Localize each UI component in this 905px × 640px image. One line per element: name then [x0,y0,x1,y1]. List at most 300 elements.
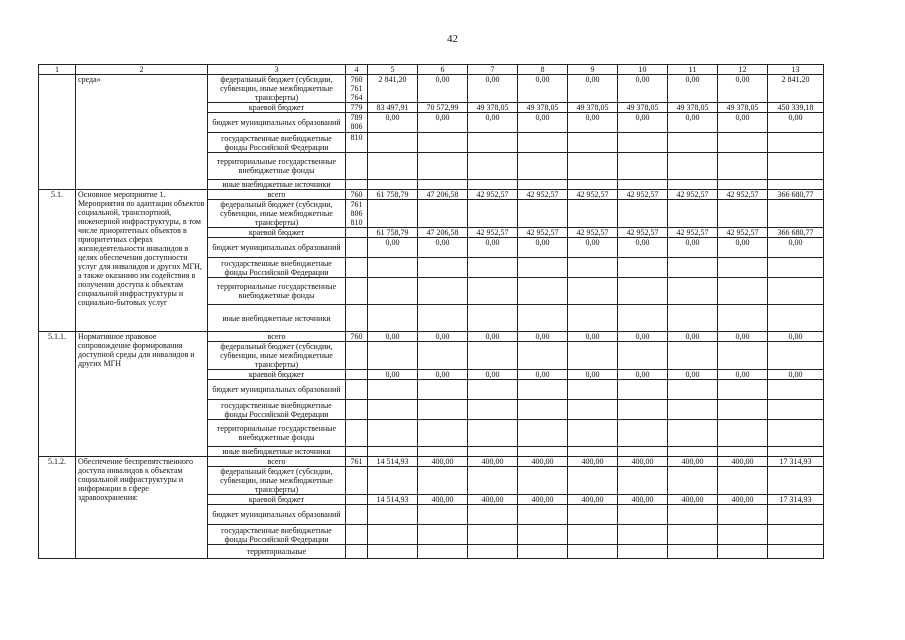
budget-code-cell [346,467,368,495]
amount-cell: 42 952,57 [518,190,568,200]
amount-cell [668,200,718,228]
table-row [39,75,824,103]
amount-cell [468,505,518,525]
budget-code-cell [346,200,368,228]
amount-cell [368,180,418,190]
amount-cell [718,400,768,420]
amount-cell [568,400,618,420]
amount-cell [468,258,518,278]
amount-cell: 0,00 [418,75,468,103]
amount-cell [368,420,418,447]
funding-source-label: государственные внебюджетные фонды Российской Федерации [208,258,346,278]
amount-cell [668,133,718,153]
amount-cell [768,180,824,190]
table-row [39,190,824,200]
budget-code-cell [346,420,368,447]
amount-cell: 0,00 [368,370,418,380]
section-number: 5.1.1. [39,332,76,457]
amount-cell: 400,00 [668,457,718,467]
amount-cell [768,305,824,332]
funding-source-label: государственные внебюджетные фонды Российской Федерации [208,133,346,153]
budget-code-cell [346,495,368,505]
amount-cell [518,305,568,332]
budget-code: 761 [350,457,363,466]
amount-cell [668,380,718,400]
column-header: 13 [768,65,824,75]
budget-code-cell [346,278,368,305]
amount-cell: 0,00 [468,370,518,380]
amount-cell: 366 680,77 [768,190,824,200]
amount-cell [418,380,468,400]
amount-cell: 0,00 [768,238,824,258]
amount-cell [468,400,518,420]
amount-cell [768,447,824,457]
budget-code-cell [346,180,368,190]
funding-source-label: бюджет муниципальных образований [208,113,346,133]
amount-cell [368,133,418,153]
column-header: 1 [39,65,76,75]
funding-source-label: территориальные государственные внебюджетные фонды [208,420,346,447]
column-header: 4 [346,65,368,75]
amount-cell: 0,00 [668,332,718,342]
amount-cell [368,200,418,228]
amount-cell [618,545,668,559]
column-header: 10 [618,65,668,75]
amount-cell [468,525,518,545]
amount-cell [618,505,668,525]
amount-cell: 400,00 [568,457,618,467]
amount-cell [468,467,518,495]
funding-source-label: краевой бюджет [208,495,346,505]
table-row [39,332,824,342]
amount-cell [368,447,418,457]
column-header: 6 [418,65,468,75]
amount-cell [418,258,468,278]
amount-cell: 49 378,05 [618,103,668,113]
amount-cell [718,180,768,190]
column-header: 11 [668,65,718,75]
amount-cell [668,305,718,332]
amount-cell: 49 378,05 [468,103,518,113]
amount-cell [718,380,768,400]
amount-cell: 70 572,99 [418,103,468,113]
amount-cell [568,420,618,447]
amount-cell: 47 206,58 [418,228,468,238]
amount-cell: 400,00 [568,495,618,505]
amount-cell: 0,00 [418,113,468,133]
amount-cell [668,467,718,495]
amount-cell: 42 952,57 [568,228,618,238]
budget-code: 806 [350,209,363,218]
amount-cell: 17 314,93 [768,457,824,467]
amount-cell: 0,00 [418,370,468,380]
amount-cell [568,342,618,370]
funding-source-label: федеральный бюджет (субсидии, субвенции, иные межбюджетные трансферты) [208,467,346,495]
amount-cell [568,133,618,153]
amount-cell [418,467,468,495]
amount-cell [668,180,718,190]
amount-cell [618,342,668,370]
budget-code-cell [346,525,368,545]
amount-cell [468,447,518,457]
amount-cell [618,133,668,153]
amount-cell [568,305,618,332]
amount-cell [568,380,618,400]
amount-cell: 42 952,57 [718,228,768,238]
budget-code-cell [346,545,368,559]
amount-cell: 49 378,05 [718,103,768,113]
funding-source-label: федеральный бюджет (субсидии, субвенции, иные межбюджетные трансферты) [208,342,346,370]
budget-code: 806 [350,122,363,131]
amount-cell [618,400,668,420]
amount-cell [768,505,824,525]
amount-cell [518,180,568,190]
amount-cell [618,447,668,457]
amount-cell [768,380,824,400]
amount-cell: 0,00 [718,113,768,133]
budget-code-cell [346,305,368,332]
amount-cell [368,525,418,545]
amount-cell [468,380,518,400]
amount-cell [768,467,824,495]
amount-cell [618,305,668,332]
funding-source-label: территориальные государственные внебюджетные фонды [208,153,346,180]
amount-cell [518,258,568,278]
amount-cell [468,342,518,370]
amount-cell: 0,00 [568,75,618,103]
amount-cell [568,200,618,228]
amount-cell [368,400,418,420]
budget-code-cell [346,332,368,342]
amount-cell [718,447,768,457]
amount-cell [518,447,568,457]
amount-cell [518,342,568,370]
amount-cell: 0,00 [568,332,618,342]
amount-cell: 0,00 [368,113,418,133]
amount-cell [418,400,468,420]
amount-cell [718,133,768,153]
amount-cell [568,525,618,545]
amount-cell [618,525,668,545]
amount-cell [668,545,718,559]
amount-cell [768,200,824,228]
amount-cell [618,258,668,278]
amount-cell: 42 952,57 [668,190,718,200]
column-header: 8 [518,65,568,75]
amount-cell [768,545,824,559]
amount-cell [718,342,768,370]
amount-cell: 0,00 [718,332,768,342]
amount-cell [568,278,618,305]
amount-cell [368,278,418,305]
amount-cell: 61 758,79 [368,190,418,200]
funding-source-label: иные внебюджетные источники [208,305,346,332]
budget-code-cell [346,505,368,525]
amount-cell: 0,00 [618,370,668,380]
amount-cell [668,342,718,370]
amount-cell [518,525,568,545]
amount-cell [718,420,768,447]
amount-cell [768,420,824,447]
section-title: Нормативное правовое сопровождение формирования доступной среды для инвалидов и других МГН [76,332,208,457]
amount-cell [668,505,718,525]
amount-cell [518,467,568,495]
funding-source-label: государственные внебюджетные фонды Российской Федерации [208,525,346,545]
section-title: среда» [76,75,208,190]
section-number [39,75,76,190]
funding-source-label: краевой бюджет [208,370,346,380]
amount-cell [618,420,668,447]
amount-cell [668,278,718,305]
amount-cell: 42 952,57 [518,228,568,238]
amount-cell [368,153,418,180]
amount-cell: 49 378,05 [568,103,618,113]
amount-cell [768,342,824,370]
amount-cell [468,153,518,180]
amount-cell: 0,00 [768,113,824,133]
amount-cell [618,153,668,180]
amount-cell [668,447,718,457]
amount-cell [718,545,768,559]
amount-cell [568,447,618,457]
funding-source-label: территориальные государственные внебюджетные фонды [208,278,346,305]
amount-cell [418,153,468,180]
column-header: 7 [468,65,518,75]
amount-cell [518,400,568,420]
amount-cell: 450 339,18 [768,103,824,113]
funding-source-label: всего [208,190,346,200]
amount-cell [618,278,668,305]
amount-cell [568,545,618,559]
amount-cell [468,180,518,190]
budget-code-cell [346,258,368,278]
amount-cell [468,278,518,305]
amount-cell: 0,00 [568,238,618,258]
budget-code-cell [346,228,368,238]
budget-code-cell [346,400,368,420]
amount-cell [768,133,824,153]
amount-cell [468,133,518,153]
amount-cell: 83 497,91 [368,103,418,113]
section-number: 5.1. [39,190,76,332]
amount-cell [768,278,824,305]
amount-cell: 0,00 [718,238,768,258]
funding-source-label: бюджет муниципальных образований [208,380,346,400]
amount-cell [418,525,468,545]
funding-source-label: всего [208,457,346,467]
amount-cell: 0,00 [418,238,468,258]
amount-cell [718,505,768,525]
amount-cell [368,545,418,559]
amount-cell [518,505,568,525]
amount-cell: 0,00 [368,238,418,258]
section-number: 5.1.2. [39,457,76,559]
amount-cell [668,420,718,447]
amount-cell [418,133,468,153]
amount-cell: 2 841,20 [768,75,824,103]
budget-code: 760 [350,332,363,341]
amount-cell [368,342,418,370]
amount-cell: 0,00 [468,113,518,133]
amount-cell [468,200,518,228]
budget-code-cell [346,342,368,370]
amount-cell [418,180,468,190]
amount-cell: 14 514,93 [368,457,418,467]
amount-cell: 17 314,93 [768,495,824,505]
amount-cell [568,180,618,190]
budget-code-cell [346,153,368,180]
amount-cell: 0,00 [618,332,668,342]
amount-cell: 0,00 [568,113,618,133]
amount-cell: 42 952,57 [618,190,668,200]
amount-cell [368,467,418,495]
amount-cell [418,305,468,332]
amount-cell: 400,00 [718,457,768,467]
amount-cell [418,342,468,370]
budget-code: 789 [350,113,363,122]
amount-cell: 42 952,57 [618,228,668,238]
amount-cell [418,278,468,305]
amount-cell: 47 206,58 [418,190,468,200]
amount-cell [568,505,618,525]
amount-cell: 0,00 [468,75,518,103]
amount-cell: 400,00 [718,495,768,505]
amount-cell: 400,00 [518,457,568,467]
amount-cell: 0,00 [668,75,718,103]
amount-cell: 400,00 [618,495,668,505]
amount-cell [368,258,418,278]
column-header: 2 [76,65,208,75]
budget-code-cell [346,190,368,200]
amount-cell: 400,00 [618,457,668,467]
amount-cell [718,305,768,332]
funding-table [38,64,824,559]
amount-cell: 0,00 [518,332,568,342]
amount-cell: 42 952,57 [468,228,518,238]
amount-cell: 400,00 [418,495,468,505]
amount-cell [618,467,668,495]
budget-code-cell [346,447,368,457]
amount-cell [368,305,418,332]
amount-cell [518,545,568,559]
funding-source-label: федеральный бюджет (субсидии, субвенции, иные межбюджетные трансферты) [208,75,346,103]
amount-cell [718,153,768,180]
amount-cell [618,200,668,228]
amount-cell: 0,00 [618,113,668,133]
amount-cell [768,153,824,180]
budget-code-cell [346,370,368,380]
amount-cell: 366 680,77 [768,228,824,238]
budget-code-cell [346,75,368,103]
amount-cell: 42 952,57 [668,228,718,238]
funding-source-label: иные внебюджетные источники [208,447,346,457]
column-header: 3 [208,65,346,75]
amount-cell [518,133,568,153]
amount-cell [668,525,718,545]
amount-cell: 400,00 [418,457,468,467]
amount-cell [468,305,518,332]
amount-cell: 0,00 [718,370,768,380]
amount-cell [668,153,718,180]
section-title: Обеспечение беспрепятственного доступа инвалидов к объектам социальной инфраструктуры и информации в сфере здравоохранения: [76,457,208,559]
budget-code-cell [346,133,368,153]
funding-source-label: краевой бюджет [208,103,346,113]
amount-cell [618,180,668,190]
budget-code: 810 [350,133,363,142]
funding-source-label: федеральный бюджет (субсидии, субвенции, иные межбюджетные трансферты) [208,200,346,228]
amount-cell [418,505,468,525]
amount-cell [718,467,768,495]
amount-cell [718,200,768,228]
amount-cell [618,380,668,400]
amount-cell: 0,00 [518,238,568,258]
amount-cell [718,258,768,278]
amount-cell [768,400,824,420]
amount-cell: 0,00 [568,370,618,380]
amount-cell [568,467,618,495]
funding-source-label: государственные внебюджетные фонды Российской Федерации [208,400,346,420]
amount-cell [418,420,468,447]
amount-cell [468,545,518,559]
amount-cell: 400,00 [668,495,718,505]
amount-cell: 0,00 [718,75,768,103]
budget-code: 764 [350,93,363,102]
budget-code: 760 [350,75,363,84]
budget-code: 760 [350,190,363,199]
amount-cell [668,400,718,420]
funding-source-label: бюджет муниципальных образований [208,238,346,258]
amount-cell: 0,00 [468,238,518,258]
amount-cell [768,525,824,545]
column-header: 9 [568,65,618,75]
amount-cell [368,505,418,525]
amount-cell [668,258,718,278]
amount-cell: 400,00 [468,457,518,467]
page-number: 42 [447,33,458,45]
amount-cell: 400,00 [468,495,518,505]
budget-code: 761 [350,84,363,93]
amount-cell: 42 952,57 [718,190,768,200]
funding-source-label: всего [208,332,346,342]
funding-source-label: иные внебюджетные источники [208,180,346,190]
amount-cell: 0,00 [668,370,718,380]
amount-cell [418,447,468,457]
amount-cell [768,258,824,278]
budget-code: 779 [350,103,363,112]
amount-cell [718,278,768,305]
budget-code-cell [346,457,368,467]
column-header: 12 [718,65,768,75]
amount-cell [468,420,518,447]
amount-cell: 0,00 [518,370,568,380]
amount-cell [368,380,418,400]
amount-cell: 0,00 [618,75,668,103]
amount-cell: 0,00 [768,370,824,380]
amount-cell: 42 952,57 [468,190,518,200]
amount-cell: 14 514,93 [368,495,418,505]
amount-cell [518,153,568,180]
budget-code-cell [346,380,368,400]
funding-source-label: территориальные [208,545,346,559]
budget-code-cell [346,113,368,133]
funding-source-label: краевой бюджет [208,228,346,238]
amount-cell [518,380,568,400]
section-title: Основное мероприятие 1. Мероприятия по адаптации объектов социальной, транспортной, инженерной инфраструктуры, в том числе приоритетных объектов в приоритетных сферах жизнедеятельности инвалидов в целях обеспечения доступности услуг для инвалидов и других МГН, а также оказанию им содействия в получении доступа к объектам социальной инфраструктуры и социально-бытовых услуг [76,190,208,332]
header-row [39,65,824,75]
amount-cell: 0,00 [668,238,718,258]
amount-cell: 49 378,05 [518,103,568,113]
budget-code-cell [346,238,368,258]
